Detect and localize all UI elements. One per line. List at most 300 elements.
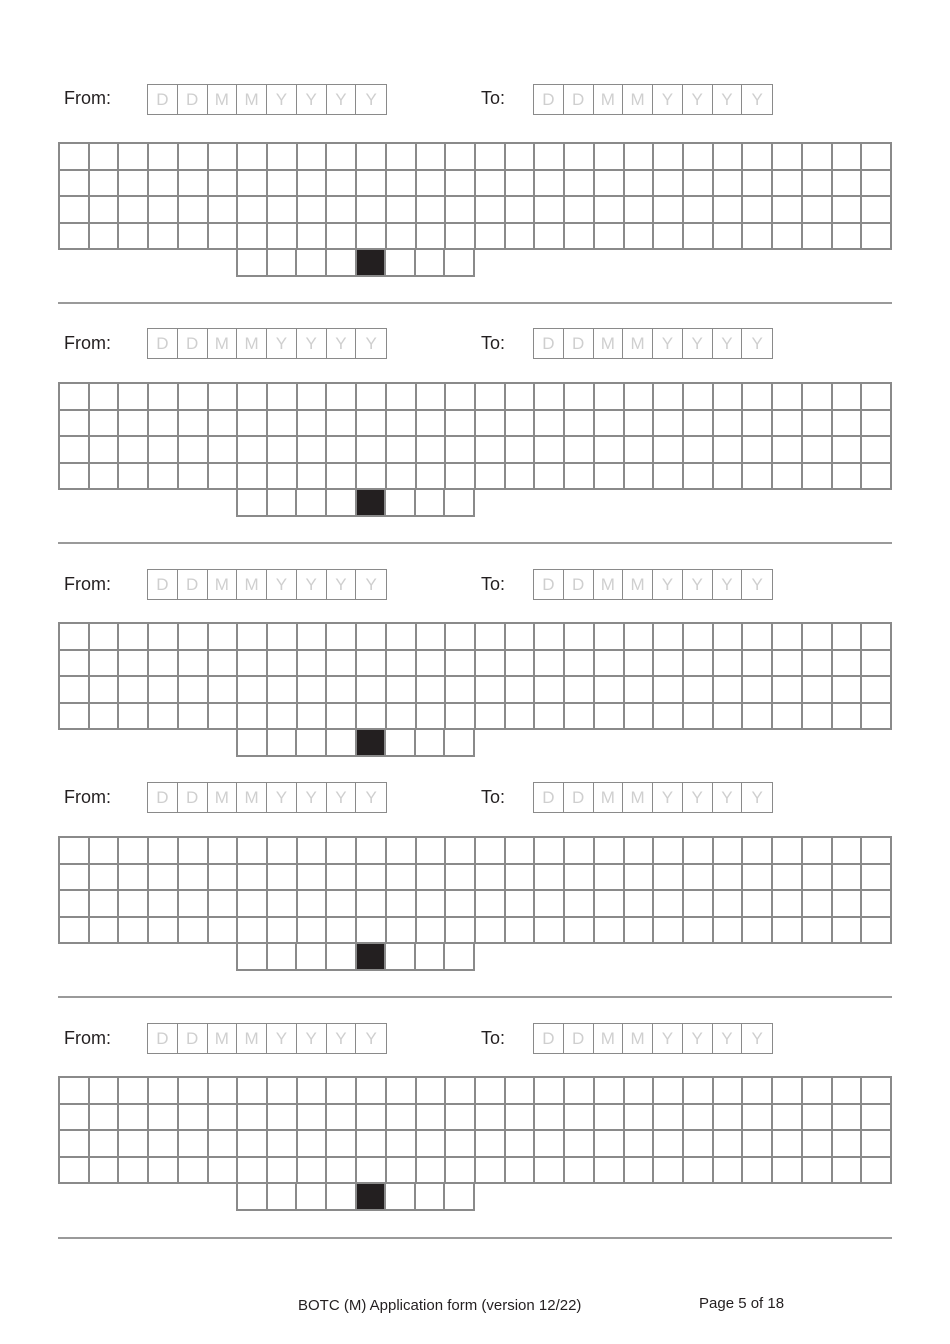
character-box[interactable] xyxy=(565,891,595,918)
character-box[interactable] xyxy=(595,891,625,918)
character-box[interactable] xyxy=(803,384,833,411)
from-date-digit[interactable]: Y xyxy=(267,85,297,114)
character-box[interactable] xyxy=(60,651,90,678)
character-box[interactable] xyxy=(119,1078,149,1105)
character-box[interactable] xyxy=(298,197,328,224)
character-box[interactable] xyxy=(773,677,803,704)
character-box[interactable] xyxy=(327,624,357,651)
character-box[interactable] xyxy=(238,651,268,678)
character-box[interactable] xyxy=(743,704,773,731)
from-date-digit[interactable]: D xyxy=(148,329,178,358)
character-box[interactable] xyxy=(209,224,239,251)
character-box[interactable] xyxy=(119,464,149,491)
character-box[interactable] xyxy=(357,865,387,892)
character-box[interactable] xyxy=(803,1158,833,1185)
character-box[interactable] xyxy=(149,197,179,224)
character-box[interactable] xyxy=(535,677,565,704)
character-box[interactable] xyxy=(565,197,595,224)
to-date-digit[interactable]: Y xyxy=(713,783,743,812)
character-box[interactable] xyxy=(684,865,714,892)
from-date-digit[interactable]: Y xyxy=(267,329,297,358)
character-box[interactable] xyxy=(743,1131,773,1158)
character-box[interactable] xyxy=(119,891,149,918)
character-box[interactable] xyxy=(476,918,506,945)
to-date-digit[interactable]: M xyxy=(594,329,624,358)
character-box[interactable] xyxy=(387,224,417,251)
character-box[interactable] xyxy=(773,624,803,651)
to-date-digit[interactable]: Y xyxy=(713,329,743,358)
character-box[interactable] xyxy=(417,437,447,464)
character-box[interactable] xyxy=(298,891,328,918)
character-box[interactable] xyxy=(773,437,803,464)
character-box[interactable] xyxy=(238,1105,268,1132)
to-date-digit[interactable]: D xyxy=(564,329,594,358)
character-box[interactable] xyxy=(565,1078,595,1105)
character-box[interactable] xyxy=(654,838,684,865)
character-box[interactable] xyxy=(387,838,417,865)
character-box[interactable] xyxy=(565,171,595,198)
character-box[interactable] xyxy=(417,224,447,251)
character-box[interactable] xyxy=(535,384,565,411)
character-box[interactable] xyxy=(743,838,773,865)
character-box[interactable] xyxy=(387,891,417,918)
character-box[interactable] xyxy=(684,1078,714,1105)
character-box[interactable] xyxy=(833,651,863,678)
character-box[interactable] xyxy=(476,224,506,251)
character-box[interactable] xyxy=(833,197,863,224)
character-box[interactable] xyxy=(654,918,684,945)
character-box[interactable] xyxy=(803,411,833,438)
to-date-digit[interactable]: D xyxy=(564,570,594,599)
character-box[interactable] xyxy=(476,437,506,464)
to-date-digit[interactable]: Y xyxy=(751,89,763,109)
from-date-digit[interactable]: M xyxy=(208,570,238,599)
character-box[interactable] xyxy=(476,197,506,224)
from-date-digit[interactable]: M xyxy=(208,85,238,114)
character-box[interactable] xyxy=(714,624,744,651)
character-box[interactable] xyxy=(565,677,595,704)
to-date-digit[interactable]: D xyxy=(534,85,564,114)
character-box[interactable] xyxy=(446,891,476,918)
from-date-digit[interactable]: D xyxy=(148,1024,178,1053)
character-box[interactable] xyxy=(654,384,684,411)
character-box[interactable] xyxy=(60,437,90,464)
character-box[interactable] xyxy=(743,1078,773,1105)
character-box[interactable] xyxy=(535,411,565,438)
character-box[interactable] xyxy=(506,1131,536,1158)
character-box[interactable] xyxy=(327,171,357,198)
character-box[interactable] xyxy=(565,865,595,892)
character-box[interactable] xyxy=(119,144,149,171)
character-box[interactable] xyxy=(803,918,833,945)
postcode-box[interactable] xyxy=(238,730,268,757)
character-box[interactable] xyxy=(625,891,655,918)
character-box[interactable] xyxy=(268,437,298,464)
character-box[interactable] xyxy=(238,197,268,224)
character-box[interactable] xyxy=(238,464,268,491)
from-date-digit[interactable]: Y xyxy=(327,570,357,599)
character-box[interactable] xyxy=(625,464,655,491)
character-box[interactable] xyxy=(149,1131,179,1158)
character-box[interactable] xyxy=(119,704,149,731)
character-box[interactable] xyxy=(803,624,833,651)
character-box[interactable] xyxy=(209,197,239,224)
to-date-digit[interactable]: Y xyxy=(683,783,713,812)
character-box[interactable] xyxy=(773,171,803,198)
character-box[interactable] xyxy=(327,838,357,865)
character-box[interactable] xyxy=(209,704,239,731)
character-box[interactable] xyxy=(654,171,684,198)
character-box[interactable] xyxy=(684,171,714,198)
character-box[interactable] xyxy=(209,1105,239,1132)
character-box[interactable] xyxy=(60,224,90,251)
character-box[interactable] xyxy=(238,411,268,438)
to-date-digit[interactable]: M xyxy=(594,85,624,114)
character-box[interactable] xyxy=(179,1158,209,1185)
character-box[interactable] xyxy=(209,1158,239,1185)
character-box[interactable] xyxy=(268,384,298,411)
from-date-field[interactable] xyxy=(147,328,387,359)
character-box[interactable] xyxy=(179,197,209,224)
character-box[interactable] xyxy=(743,411,773,438)
from-date-field[interactable] xyxy=(147,782,387,813)
from-date-digit[interactable]: Y xyxy=(327,85,357,114)
character-box[interactable] xyxy=(684,891,714,918)
character-box[interactable] xyxy=(506,464,536,491)
character-box[interactable] xyxy=(803,171,833,198)
postcode-box[interactable] xyxy=(386,1184,416,1211)
character-box[interactable] xyxy=(714,197,744,224)
postcode-box[interactable] xyxy=(268,1184,298,1211)
character-box[interactable] xyxy=(506,677,536,704)
from-date-digit[interactable]: D xyxy=(148,85,178,114)
character-box[interactable] xyxy=(803,144,833,171)
postcode-box[interactable] xyxy=(416,730,446,757)
character-box[interactable] xyxy=(714,704,744,731)
character-box[interactable] xyxy=(446,1105,476,1132)
character-box[interactable] xyxy=(60,171,90,198)
from-date-digit[interactable]: Y xyxy=(267,1024,297,1053)
to-date-digit[interactable]: Y xyxy=(751,1028,763,1048)
character-box[interactable] xyxy=(535,464,565,491)
postcode-box[interactable] xyxy=(268,730,298,757)
character-box[interactable] xyxy=(803,891,833,918)
character-box[interactable] xyxy=(476,464,506,491)
character-box[interactable] xyxy=(327,891,357,918)
character-box[interactable] xyxy=(565,224,595,251)
from-date-digit[interactable]: Y xyxy=(327,783,357,812)
from-date-digit[interactable]: D xyxy=(178,85,208,114)
character-box[interactable] xyxy=(119,437,149,464)
character-box[interactable] xyxy=(446,677,476,704)
character-box[interactable] xyxy=(625,144,655,171)
character-box[interactable] xyxy=(119,918,149,945)
character-box[interactable] xyxy=(298,1105,328,1132)
character-box[interactable] xyxy=(684,411,714,438)
character-box[interactable] xyxy=(417,197,447,224)
character-box[interactable] xyxy=(654,224,684,251)
character-box[interactable] xyxy=(803,651,833,678)
character-box[interactable] xyxy=(595,1105,625,1132)
character-box[interactable] xyxy=(90,411,120,438)
character-box[interactable] xyxy=(179,384,209,411)
character-box[interactable] xyxy=(862,464,892,491)
character-box[interactable] xyxy=(417,704,447,731)
character-box[interactable] xyxy=(446,1078,476,1105)
postcode-box[interactable] xyxy=(238,250,268,277)
character-box[interactable] xyxy=(625,918,655,945)
character-box[interactable] xyxy=(446,437,476,464)
to-date-field[interactable] xyxy=(533,1023,773,1054)
character-box[interactable] xyxy=(476,1158,506,1185)
to-date-digit[interactable]: D xyxy=(564,783,594,812)
character-box[interactable] xyxy=(833,411,863,438)
character-box[interactable] xyxy=(179,437,209,464)
character-box[interactable] xyxy=(506,704,536,731)
character-box[interactable] xyxy=(357,411,387,438)
character-box[interactable] xyxy=(179,865,209,892)
character-box[interactable] xyxy=(654,1105,684,1132)
character-box[interactable] xyxy=(565,651,595,678)
character-box[interactable] xyxy=(862,171,892,198)
character-box[interactable] xyxy=(60,411,90,438)
character-box[interactable] xyxy=(327,197,357,224)
character-box[interactable] xyxy=(298,865,328,892)
character-box[interactable] xyxy=(357,651,387,678)
postcode-box[interactable] xyxy=(268,490,298,517)
postcode-box[interactable] xyxy=(268,944,298,971)
character-box[interactable] xyxy=(625,1078,655,1105)
postcode-box[interactable] xyxy=(297,1184,327,1211)
character-box[interactable] xyxy=(60,704,90,731)
character-box[interactable] xyxy=(625,1105,655,1132)
character-box[interactable] xyxy=(714,437,744,464)
character-box[interactable] xyxy=(417,171,447,198)
character-box[interactable] xyxy=(654,411,684,438)
character-box[interactable] xyxy=(714,1158,744,1185)
postcode-box[interactable] xyxy=(386,490,416,517)
character-box[interactable] xyxy=(149,1158,179,1185)
character-box[interactable] xyxy=(684,437,714,464)
character-box[interactable] xyxy=(684,677,714,704)
character-box[interactable] xyxy=(535,838,565,865)
character-box[interactable] xyxy=(565,918,595,945)
character-box[interactable] xyxy=(327,384,357,411)
to-date-digit[interactable]: Y xyxy=(683,570,713,599)
to-date-digit[interactable]: M xyxy=(623,1024,653,1053)
postcode-box[interactable] xyxy=(297,730,327,757)
character-box[interactable] xyxy=(506,891,536,918)
postcode-box[interactable] xyxy=(297,490,327,517)
from-date-digit[interactable]: M xyxy=(237,1024,267,1053)
character-box[interactable] xyxy=(357,437,387,464)
character-box[interactable] xyxy=(833,1158,863,1185)
character-box[interactable] xyxy=(417,384,447,411)
character-box[interactable] xyxy=(625,384,655,411)
character-box[interactable] xyxy=(327,1158,357,1185)
character-box[interactable] xyxy=(743,224,773,251)
character-box[interactable] xyxy=(506,224,536,251)
character-box[interactable] xyxy=(238,891,268,918)
character-box[interactable] xyxy=(862,865,892,892)
character-box[interactable] xyxy=(714,411,744,438)
character-box[interactable] xyxy=(149,224,179,251)
character-box[interactable] xyxy=(119,624,149,651)
character-box[interactable] xyxy=(833,464,863,491)
character-box[interactable] xyxy=(595,1158,625,1185)
character-box[interactable] xyxy=(565,384,595,411)
character-box[interactable] xyxy=(90,677,120,704)
postcode-box[interactable] xyxy=(416,944,446,971)
postcode-box[interactable] xyxy=(238,1184,268,1211)
character-box[interactable] xyxy=(209,651,239,678)
from-date-digit[interactable]: M xyxy=(237,570,267,599)
character-box[interactable] xyxy=(446,704,476,731)
character-box[interactable] xyxy=(595,411,625,438)
character-box[interactable] xyxy=(179,1078,209,1105)
character-box[interactable] xyxy=(565,1105,595,1132)
from-date-digit[interactable]: Y xyxy=(365,89,377,109)
character-box[interactable] xyxy=(417,891,447,918)
character-box[interactable] xyxy=(357,464,387,491)
from-date-digit[interactable]: Y xyxy=(297,783,327,812)
character-box[interactable] xyxy=(862,704,892,731)
character-box[interactable] xyxy=(149,704,179,731)
character-box[interactable] xyxy=(476,838,506,865)
character-box[interactable] xyxy=(654,704,684,731)
character-box[interactable] xyxy=(625,624,655,651)
character-box[interactable] xyxy=(327,1105,357,1132)
character-box[interactable] xyxy=(149,891,179,918)
character-box[interactable] xyxy=(298,224,328,251)
character-box[interactable] xyxy=(714,464,744,491)
character-box[interactable] xyxy=(387,624,417,651)
character-box[interactable] xyxy=(417,144,447,171)
character-box[interactable] xyxy=(506,1078,536,1105)
character-box[interactable] xyxy=(743,384,773,411)
character-box[interactable] xyxy=(298,437,328,464)
character-box[interactable] xyxy=(506,144,536,171)
character-box[interactable] xyxy=(387,437,417,464)
character-box[interactable] xyxy=(862,1131,892,1158)
character-box[interactable] xyxy=(743,891,773,918)
character-box[interactable] xyxy=(565,838,595,865)
character-box[interactable] xyxy=(327,651,357,678)
character-box[interactable] xyxy=(60,384,90,411)
character-box[interactable] xyxy=(268,1131,298,1158)
character-box[interactable] xyxy=(357,1078,387,1105)
character-box[interactable] xyxy=(298,624,328,651)
character-box[interactable] xyxy=(743,677,773,704)
character-box[interactable] xyxy=(803,1131,833,1158)
character-box[interactable] xyxy=(268,464,298,491)
character-box[interactable] xyxy=(595,224,625,251)
character-box[interactable] xyxy=(417,464,447,491)
to-date-digit[interactable]: D xyxy=(564,85,594,114)
character-box[interactable] xyxy=(90,464,120,491)
character-box[interactable] xyxy=(179,651,209,678)
character-box[interactable] xyxy=(684,384,714,411)
to-date-digit[interactable]: M xyxy=(594,783,624,812)
character-box[interactable] xyxy=(565,1158,595,1185)
character-box[interactable] xyxy=(833,1078,863,1105)
character-box[interactable] xyxy=(387,1131,417,1158)
character-box[interactable] xyxy=(595,677,625,704)
character-box[interactable] xyxy=(743,1105,773,1132)
postcode-box[interactable] xyxy=(386,944,416,971)
character-box[interactable] xyxy=(327,677,357,704)
character-box[interactable] xyxy=(90,197,120,224)
character-box[interactable] xyxy=(268,411,298,438)
character-box[interactable] xyxy=(684,838,714,865)
character-box[interactable] xyxy=(684,918,714,945)
character-box[interactable] xyxy=(446,865,476,892)
character-box[interactable] xyxy=(298,838,328,865)
from-date-digit[interactable]: Y xyxy=(327,1024,357,1053)
character-box[interactable] xyxy=(298,1131,328,1158)
character-box[interactable] xyxy=(268,704,298,731)
character-box[interactable] xyxy=(833,144,863,171)
character-box[interactable] xyxy=(803,437,833,464)
character-box[interactable] xyxy=(625,411,655,438)
to-date-digit[interactable]: M xyxy=(623,85,653,114)
character-box[interactable] xyxy=(625,651,655,678)
character-box[interactable] xyxy=(862,1078,892,1105)
character-box[interactable] xyxy=(149,464,179,491)
character-box[interactable] xyxy=(149,437,179,464)
character-box[interactable] xyxy=(90,384,120,411)
character-box[interactable] xyxy=(714,891,744,918)
to-date-digit[interactable]: M xyxy=(623,329,653,358)
from-date-digit[interactable]: M xyxy=(237,329,267,358)
character-box[interactable] xyxy=(743,1158,773,1185)
character-box[interactable] xyxy=(238,437,268,464)
character-box[interactable] xyxy=(714,1105,744,1132)
character-box[interactable] xyxy=(535,437,565,464)
to-date-digit[interactable]: D xyxy=(534,570,564,599)
character-box[interactable] xyxy=(179,144,209,171)
character-box[interactable] xyxy=(387,865,417,892)
postcode-box[interactable] xyxy=(238,944,268,971)
character-box[interactable] xyxy=(862,651,892,678)
character-box[interactable] xyxy=(506,437,536,464)
character-box[interactable] xyxy=(119,224,149,251)
to-date-digit[interactable]: M xyxy=(594,1024,624,1053)
from-date-digit[interactable]: Y xyxy=(297,85,327,114)
character-box[interactable] xyxy=(684,1158,714,1185)
character-box[interactable] xyxy=(862,891,892,918)
character-box[interactable] xyxy=(833,865,863,892)
character-box[interactable] xyxy=(149,411,179,438)
character-box[interactable] xyxy=(595,144,625,171)
postcode-box[interactable] xyxy=(416,490,446,517)
character-box[interactable] xyxy=(387,197,417,224)
character-box[interactable] xyxy=(714,1131,744,1158)
to-date-digit[interactable]: Y xyxy=(653,1024,683,1053)
character-box[interactable] xyxy=(773,224,803,251)
character-box[interactable] xyxy=(387,1105,417,1132)
from-date-digit[interactable]: Y xyxy=(267,570,297,599)
character-box[interactable] xyxy=(268,1105,298,1132)
to-date-digit[interactable]: Y xyxy=(751,333,763,353)
character-box[interactable] xyxy=(565,464,595,491)
character-box[interactable] xyxy=(833,677,863,704)
character-box[interactable] xyxy=(446,838,476,865)
character-box[interactable] xyxy=(654,464,684,491)
character-box[interactable] xyxy=(654,891,684,918)
character-box[interactable] xyxy=(327,1131,357,1158)
character-box[interactable] xyxy=(357,918,387,945)
